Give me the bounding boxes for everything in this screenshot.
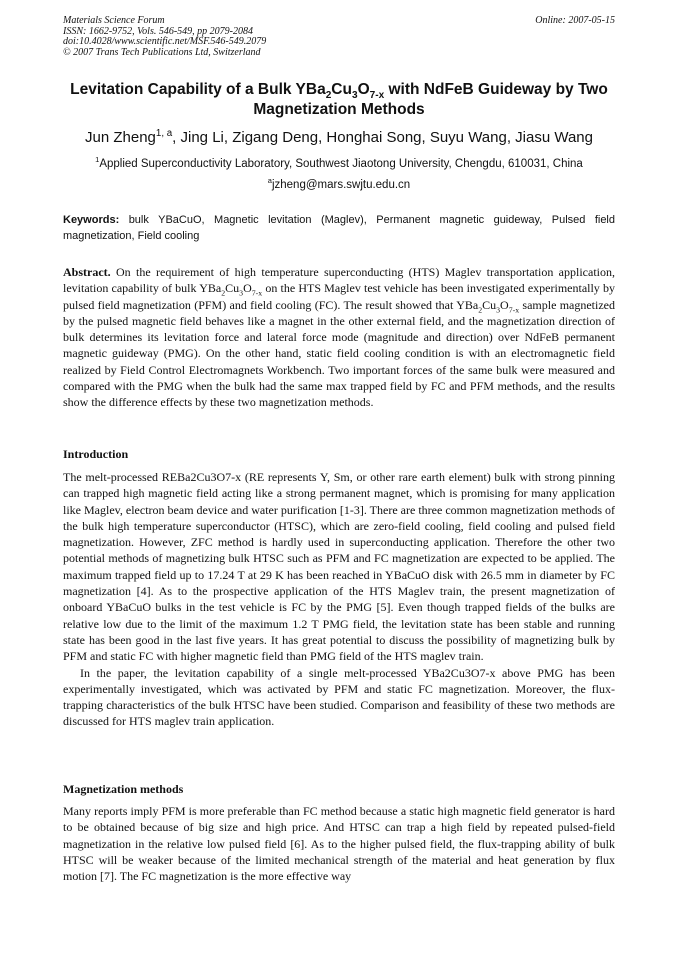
introduction-paragraph: The melt-processed REBa2Cu3O7-x (RE represents Y, Sm, or other rare earth element) bulk with strong pinning can trapped high magnetic field acting like a strong permanent magnet, which is promising for many application like Maglev, electron beam device and water purification [1-3]. There are three common magnetization methods of the bulk high temperature superconductor (HTSC), which are zero-field cooling, field cooling and pulsed field magnetization. However, ZFC method is hardly used in superconducting application. Therefore the other two potential methods of magnetizing bulk HTSC such as PFM and FC magnetization are expected to be applied. The maximum trapped field up to 17.24 T at 29 K has been reached in YBaCuO disk with 26.5 mm in diameter by FC magnetization [4]. As to the prospective application of the HTS Maglev train, the present magnetization of onboard YBaCuO bulks in the test vehicle is FC by the PMG [5]. Even though trapped fields of the bulks are relative low due to the limit of the maximum 1.2 T PMG field, the levitation state has been stable and running state has been good in the last five years. It has great potential to discuss the possibility of magnetizing bulk by PFM and static FC with higher magnetic field than PMG field of the HTS maglev train. [63,470,615,664]
issn-line: ISSN: 1662-9752, Vols. 546-549, pp 2079-2084 [63,25,253,37]
author-email[interactable]: $^a$jzheng@mars.swjtu.edu.cn [267,176,411,191]
introduction-body [63,469,615,730]
keywords [63,213,615,244]
magnetization-paragraph: Many reports imply PFM is more preferable than FC method because a static high magnetic field generator is hard to be obtained because of big size and high price. And HTSC can trap a high field by repeated pulsed-field magnetization in the relative low pulsed field [6]. As to the higher pulsed field, the flux-trapping ability of bulk HTSC will be weaker because of the limited mechanical strength of the material and heat generation by flux motion [7]. The FC magnetization is the more effective way [63,804,615,884]
paper-title: Levitation Capability of a Bulk $YBa_2Cu_3O_{7-x}$ with NdFeB Guideway by Two Magnetization Methods [70,81,608,118]
magnetization-body [63,803,615,884]
keywords-text: bulk YBaCuO, Magnetic levitation (Maglev), Permanent magnetic guideway, Pulsed field magnetization, Field cooling [63,214,615,242]
introduction-paragraph: In the paper, the levitation capability of a single melt-processed YBa2Cu3O7-x above PMG has been experimentally investigated, which was activated by PFM and static FC magnetization. Moreover, the flux-trapping characteristics of the bulk HTSC have been studied. Comparison and feasibility of these two methods are discussed for HTS maglev train application. [63,665,615,729]
section-heading-introduction: Introduction [63,447,129,461]
section-heading-magnetization: Magnetization methods [63,782,184,796]
keywords-label: Keywords: [63,214,120,226]
journal-name: Materials Science Forum [63,15,165,26]
doi-line[interactable]: doi:10.4028/www.scientific.net/MSF.546-549.2079 [63,36,267,47]
journal-header [63,16,615,58]
affiliation: $^1$Applied Superconductivity Laboratory, Southwest Jiaotong University, Chengdu, 610031, China [95,155,583,170]
copyright-line: © 2007 Trans Tech Publications Ltd, Switzerland [63,46,261,58]
online-date: Online: 2007-05-15 [535,15,615,26]
author-list: Jun Zheng$^{1, a}$, Jing Li, Zigang Deng, Honghai Song, Suyu Wang, Jiasu Wang [85,128,593,146]
abstract: Abstract. On the requirement of high temperature superconducting (HTS) Maglev transportation application, levitation capability of bulk $YBa_2Cu_3O_{7-x}$ on the HTS Maglev test vehicle has been investigated experimentally by pulsed field magnetization (PFM) and field cooling (FC). The result showed that $YBa_2Cu_3O_{7-x}$ sample magnetized by the pulsed magnetic field behaves like a magnet in the other external field, and the magnetization direction of bulk determines its levitation force and lateral force mode (magnitude and direction) over NdFeB permanent magnetic guideway (PMG). On the other hand, static field cooling condition is with an electromagnetic field realized by Field Control Electromagnets Workbench. Two important forces of the same bulk were measured and compared with the PMG when the bulk had the same max trapped field by FC and PFM methods, and the results show the difference effects by these two magnetization methods. [63,265,616,410]
abstract-label: Abstract. [63,265,111,279]
